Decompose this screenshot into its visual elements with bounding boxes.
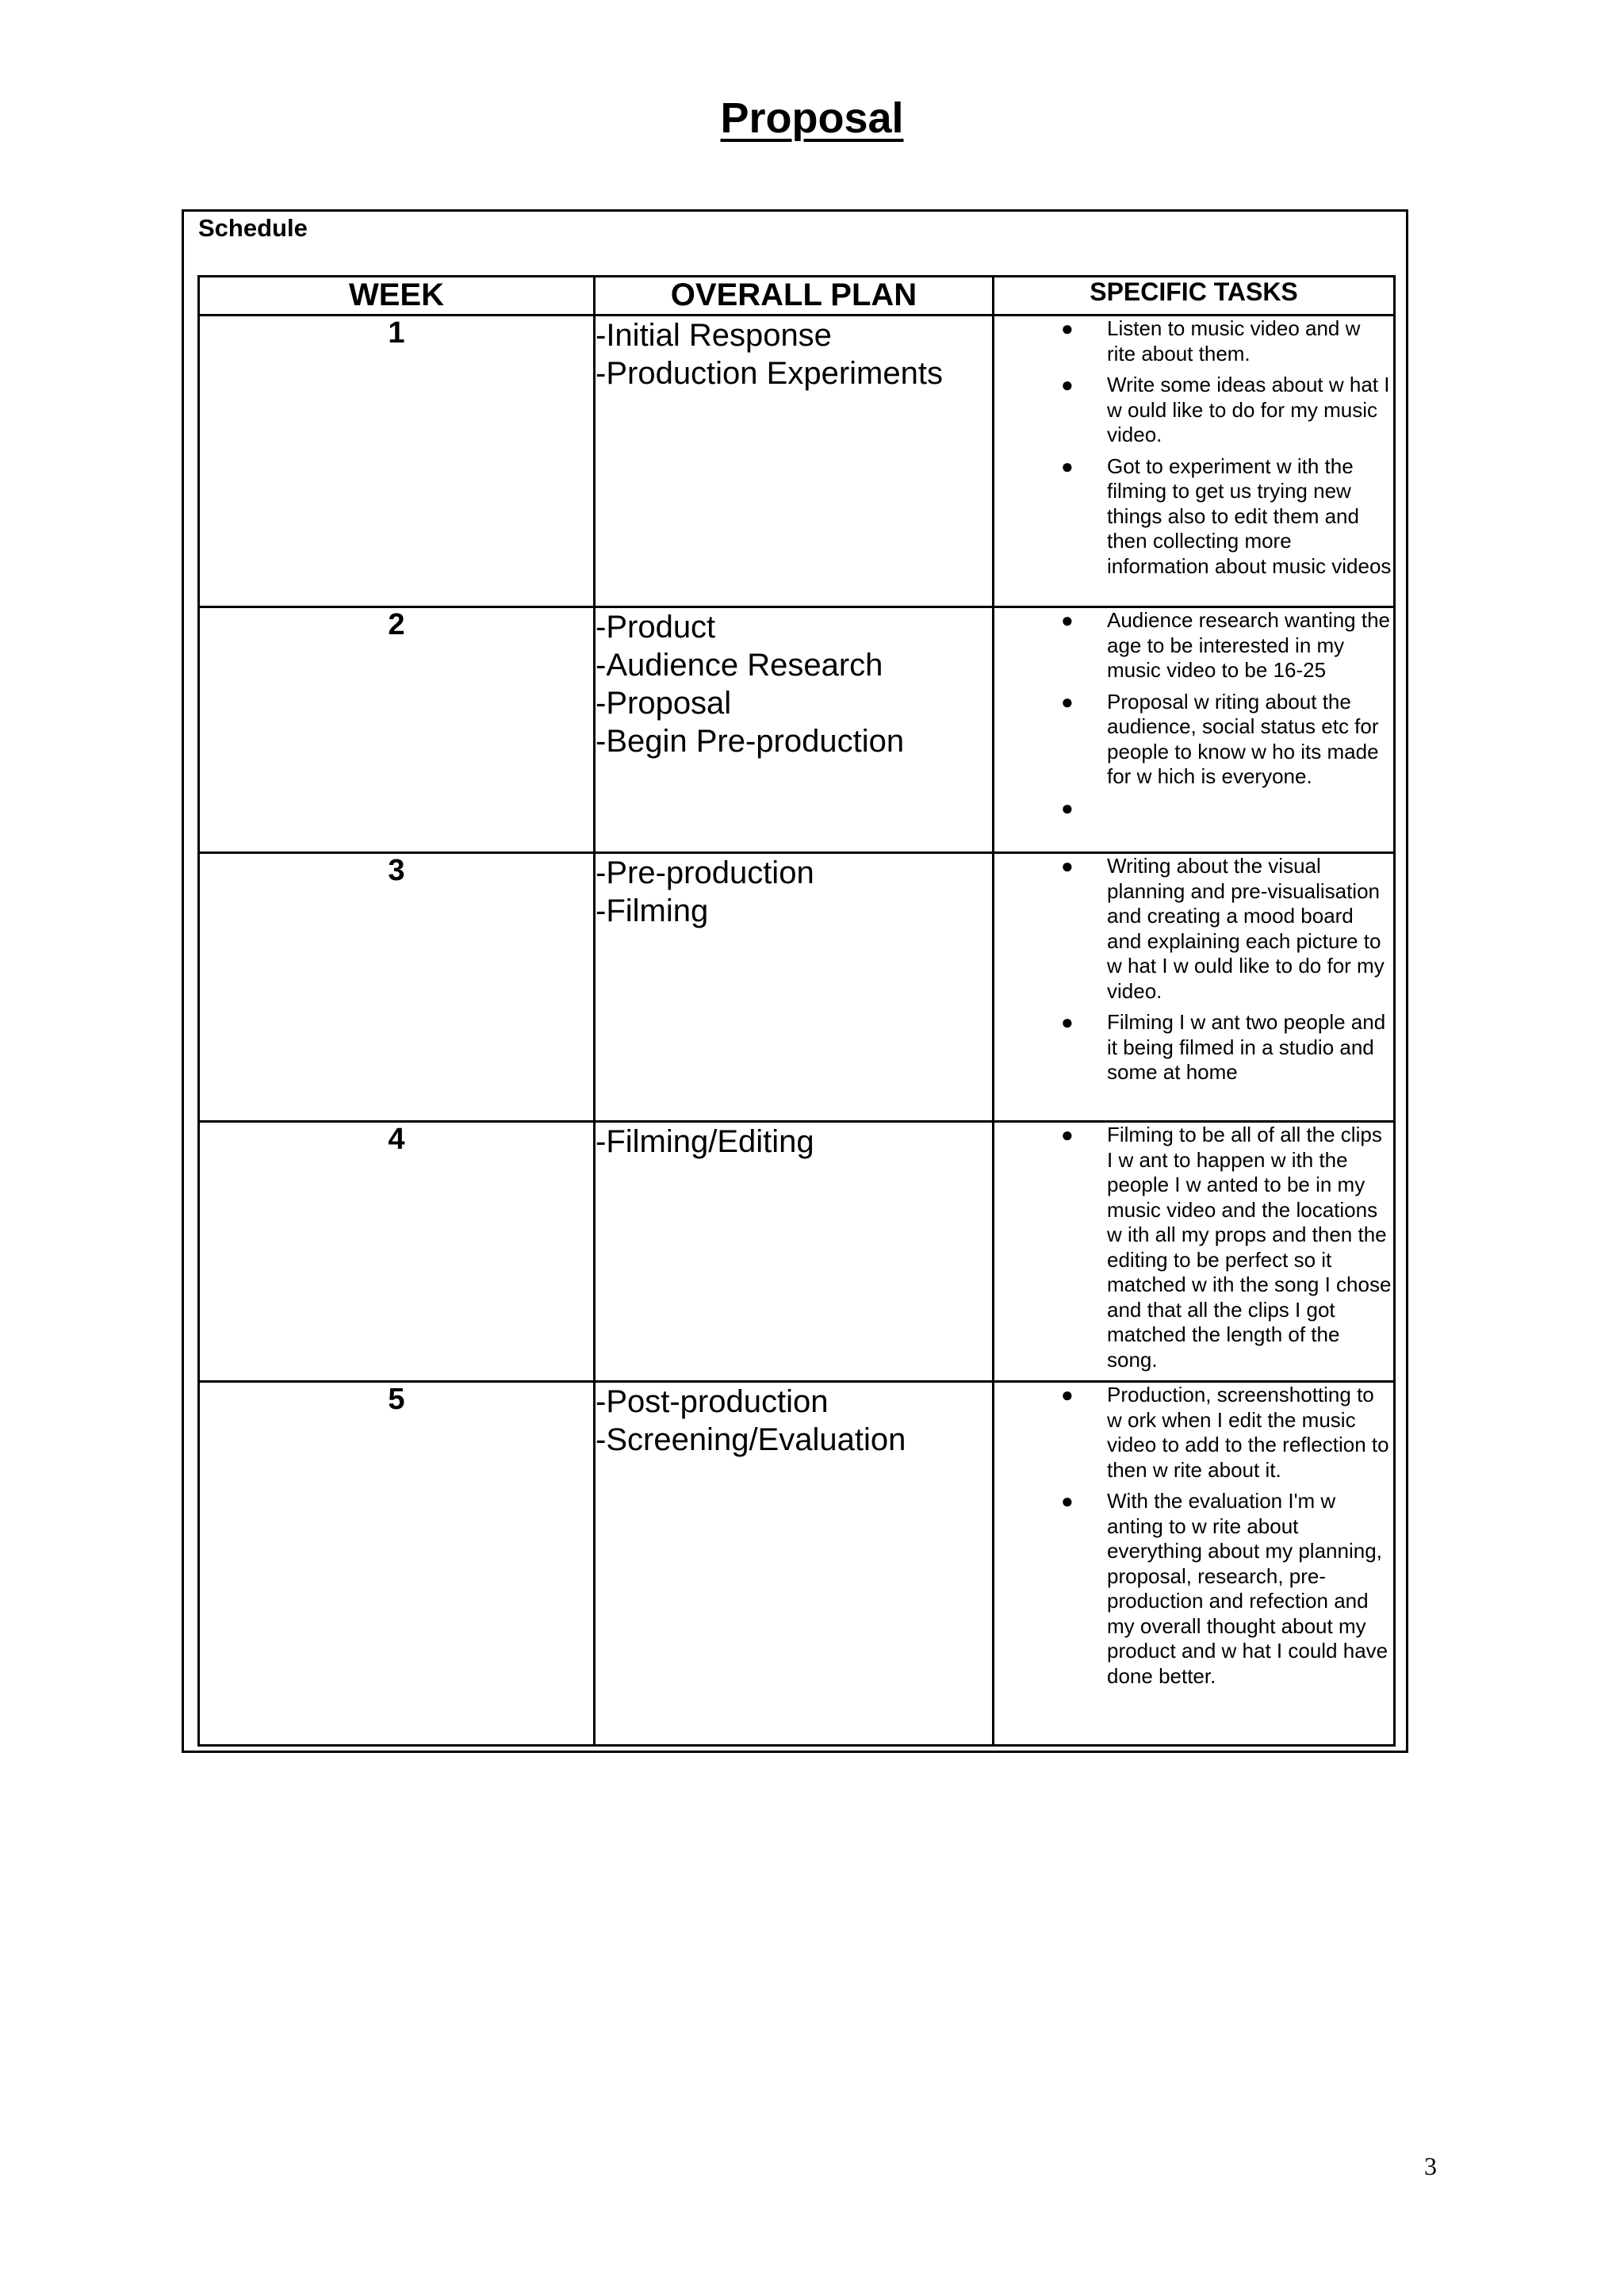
plan-item: -Initial Response [596,318,832,353]
overall-plan-cell [595,1122,994,1382]
specific-tasks-cell [994,1122,1395,1382]
week-header: WEEK [199,277,595,316]
bullet-icon: ● [1061,608,1074,632]
bullet-icon: ● [1061,316,1074,340]
task-item [994,373,1393,448]
task-item [994,1123,1393,1372]
task-item [994,1489,1393,1689]
header-row [199,277,1395,316]
task-list [994,1383,1393,1689]
plan-item: -Screening/Evaluation [596,1422,906,1457]
overall-plan-cell [595,1382,994,1746]
plan-item: -Product [596,610,716,645]
bullet-icon: ● [1061,373,1074,396]
task-list [994,316,1393,579]
task-item [994,608,1393,683]
schedule-row [199,853,1395,1122]
week-number: 4 [199,1122,595,1382]
week-number: 1 [199,316,595,607]
task-text: Writing about the visual planning and pre-visualisation and creating a mood board and explaining each picture to w hat I w ould like to do for my video. [1107,854,1385,1003]
task-text: Write some ideas about w hat I w ould like to do for my music video. [1107,373,1390,446]
task-text: Filming to be all of all the clips I w ant to happen w ith the people I w anted to be in my music video and the locations w ith all my props and then the editing to be perfect so it matched w ith the song I chose and that all the clips I got matched the length of the song. [1107,1123,1392,1372]
bullet-icon: ● [1061,1489,1074,1513]
task-item [994,1383,1393,1483]
plan-item: -Begin Pre-production [596,724,905,759]
task-list [994,854,1393,1085]
task-item [994,854,1393,1004]
specific-tasks-cell [994,853,1395,1122]
plan-item: -Audience Research [596,648,883,683]
page-title: Proposal [720,94,904,142]
overall-plan-cell [595,316,994,607]
specific-tasks-header: SPECIFIC TASKS [994,277,1395,316]
bullet-icon: ● [1061,453,1074,478]
week-number: 2 [199,607,595,853]
task-list [994,608,1393,820]
task-text: Filming I w ant two people and it being filmed in a studio and some at home [1107,1010,1386,1084]
task-list [994,1123,1393,1372]
plan-item: -Pre-production [596,855,814,890]
plan-item: -Post-production [596,1384,829,1419]
task-text: Proposal w riting about the audience, social status etc for people to know w ho its made for w hich is everyone. [1107,689,1379,788]
page-number: 3 [1424,2152,1437,2180]
schedule-row [199,316,1395,607]
bullet-icon: ● [1061,1123,1074,1146]
task-text: Production, screenshotting to w ork when I edit the music video to add to the reflection to then w rite about it. [1107,1383,1389,1482]
task-text: Audience research wanting the age to be interested in my music video to be 16-25 [1107,608,1391,682]
bullet-icon: ● [1061,689,1074,714]
schedule-row [199,607,1395,853]
overall-plan-header: OVERALL PLAN [595,277,994,316]
task-text: Listen to music video and w rite about them. [1107,316,1361,365]
schedule-row [199,1122,1395,1382]
plan-item: -Production Experiments [596,356,943,391]
bullet-icon: ● [1061,1010,1074,1034]
bullet-icon: ● [1061,854,1074,878]
bullet-icon: ● [1061,1383,1074,1406]
task-item [994,1010,1393,1085]
schedule-row [199,1382,1395,1746]
task-text: Got to experiment w ith the filming to get us trying new things also to edit them and then collecting more information about music videos [1107,453,1392,578]
specific-tasks-cell [994,607,1395,853]
task-text: With the evaluation I'm w anting to w rite about everything about my planning, proposal, research, pre-production and refection and my overall thought about my product and w hat I could have done better. [1107,1489,1388,1688]
overall-plan-cell [595,853,994,1122]
schedule-label: Schedule [198,214,308,242]
bullet-icon: ● [1061,795,1074,820]
specific-tasks-cell [994,1382,1395,1746]
overall-plan-cell [595,607,994,853]
plan-item: -Proposal [596,686,732,721]
task-item [994,316,1393,366]
task-item [994,454,1393,580]
week-number: 5 [199,1382,595,1746]
task-item [994,690,1393,790]
plan-item: -Filming/Editing [596,1124,814,1159]
plan-item: -Filming [596,894,709,928]
specific-tasks-cell [994,316,1395,607]
schedule-table [197,275,1396,1747]
week-number: 3 [199,853,595,1122]
